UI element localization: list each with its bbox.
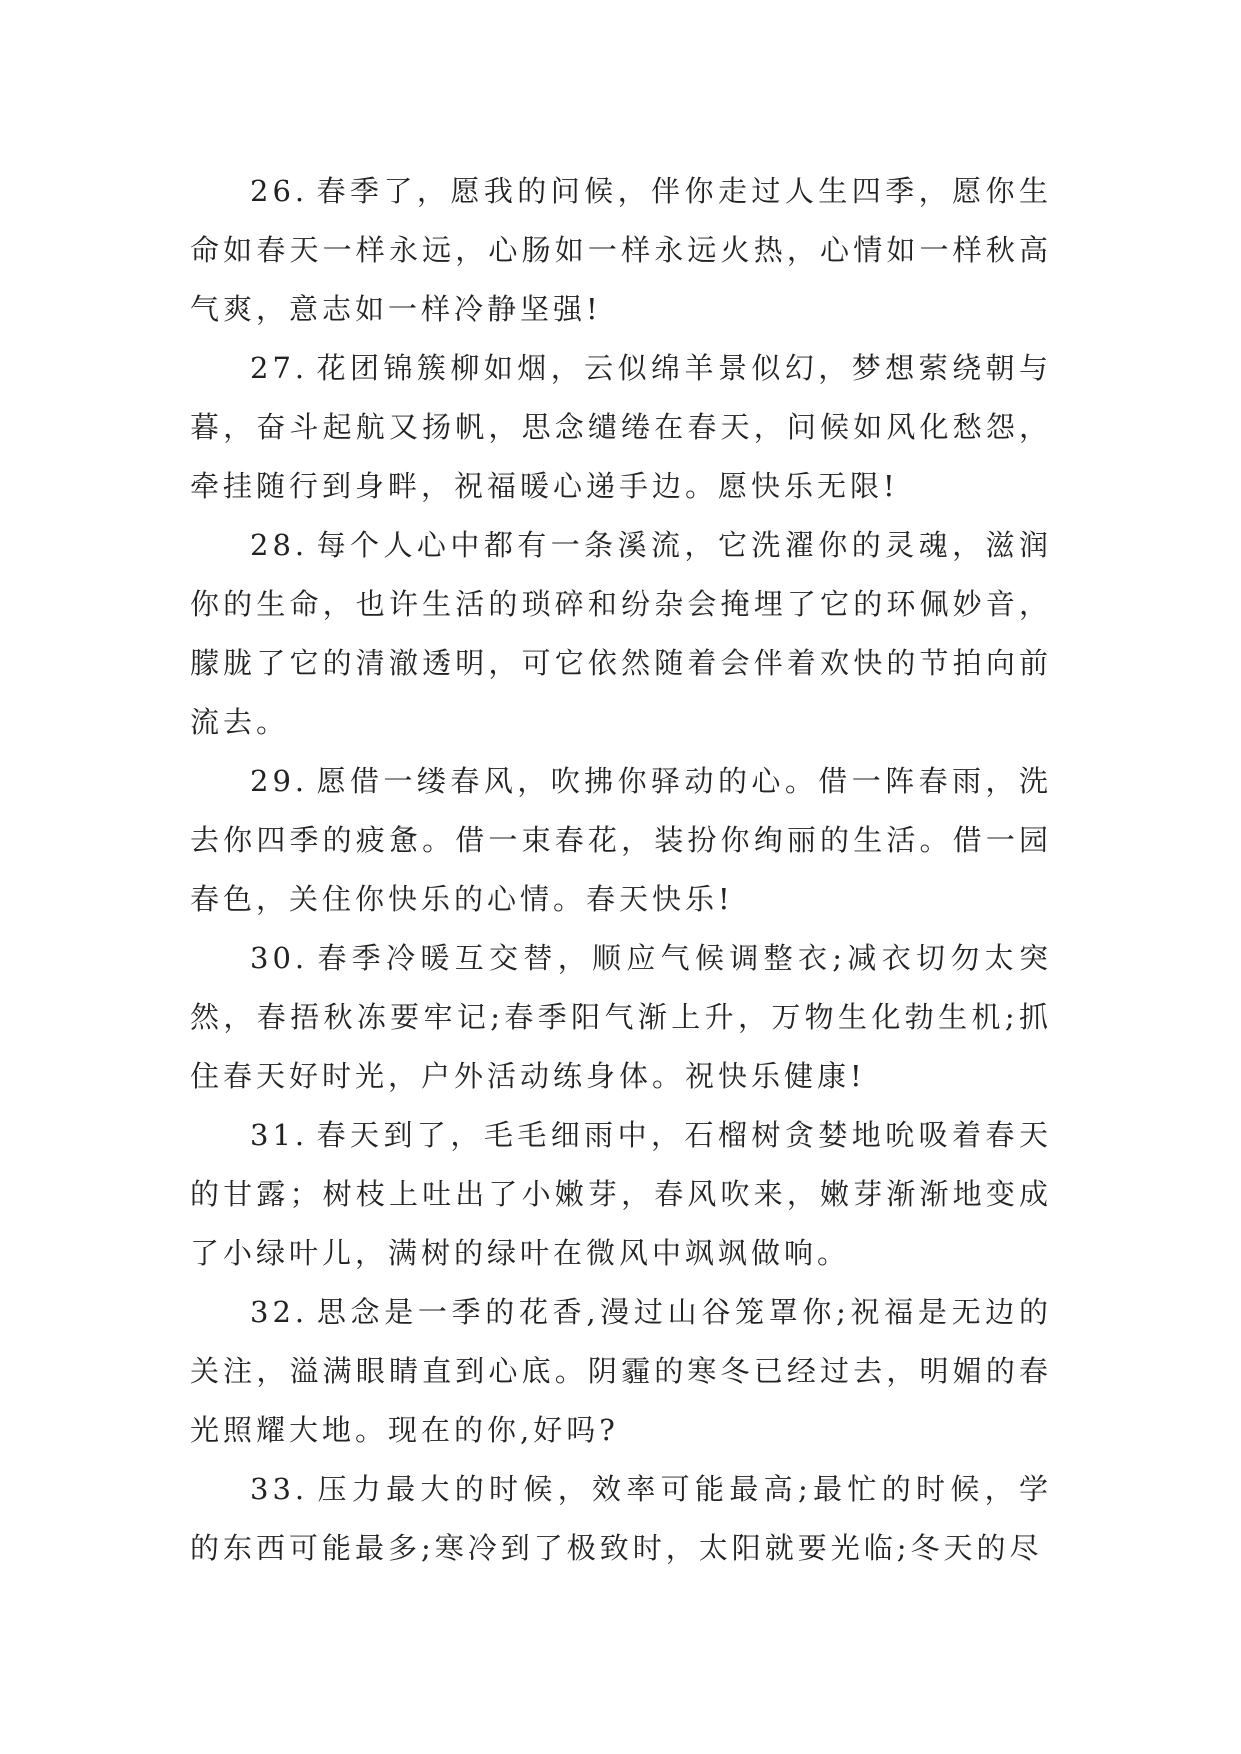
paragraph-number: 30.	[250, 941, 309, 975]
paragraph-33	[190, 1460, 1052, 1578]
paragraph-number: 33.	[250, 1472, 309, 1506]
paragraph-text: 压力最大的时候，效率可能最高;最忙的时候，学的东西可能最多;寒冷到了极致时，太阳就要光临;冬天的尽	[190, 1472, 1052, 1565]
paragraph-29	[190, 752, 1052, 929]
paragraph-26	[190, 162, 1052, 339]
paragraph-number: 26.	[250, 174, 309, 208]
paragraph-number: 29.	[250, 764, 309, 798]
paragraph-number: 27.	[250, 351, 309, 385]
paragraph-number: 28.	[250, 528, 309, 562]
paragraph-number: 32.	[250, 1295, 309, 1329]
document-body	[190, 162, 1052, 1578]
paragraph-text: 每个人心中都有一条溪流，它洗濯你的灵魂，滋润你的生命，也许生活的琐碎和纷杂会掩埋了它的环佩妙音，朦胧了它的清澈透明，可它依然随着会伴着欢快的节拍向前流去。	[190, 528, 1052, 739]
paragraph-text: 春天到了，毛毛细雨中，石榴树贪婪地吮吸着春天的甘露；树枝上吐出了小嫩芽，春风吹来，嫩芽渐渐地变成了小绿叶儿，满树的绿叶在微风中飒飒做响。	[190, 1118, 1052, 1270]
paragraph-text: 思念是一季的花香,漫过山谷笼罩你;祝福是无边的关注，溢满眼睛直到心底。阴霾的寒冬已经过去，明媚的春光照耀大地。现在的你,好吗?	[190, 1295, 1052, 1447]
paragraph-27	[190, 339, 1052, 516]
paragraph-number: 31.	[250, 1118, 309, 1152]
paragraph-text: 愿借一缕春风，吹拂你驿动的心。借一阵春雨，洗去你四季的疲惫。借一束春花，装扮你绚丽的生活。借一园春色，关住你快乐的心情。春天快乐!	[190, 764, 1052, 916]
paragraph-text: 春季冷暖互交替，顺应气候调整衣;减衣切勿太突然，春捂秋冻要牢记;春季阳气渐上升，万物生化勃生机;抓住春天好时光，户外活动练身体。祝快乐健康!	[190, 941, 1052, 1093]
paragraph-32	[190, 1283, 1052, 1460]
paragraph-30	[190, 929, 1052, 1106]
paragraph-28	[190, 516, 1052, 752]
paragraph-31	[190, 1106, 1052, 1283]
paragraph-text: 春季了，愿我的问候，伴你走过人生四季，愿你生命如春天一样永远，心肠如一样永远火热，心情如一样秋高气爽，意志如一样冷静坚强!	[190, 174, 1052, 326]
paragraph-text: 花团锦簇柳如烟，云似绵羊景似幻，梦想萦绕朝与暮，奋斗起航又扬帆，思念缱绻在春天，问候如风化愁怨，牵挂随行到身畔，祝福暖心递手边。愿快乐无限!	[190, 351, 1052, 503]
